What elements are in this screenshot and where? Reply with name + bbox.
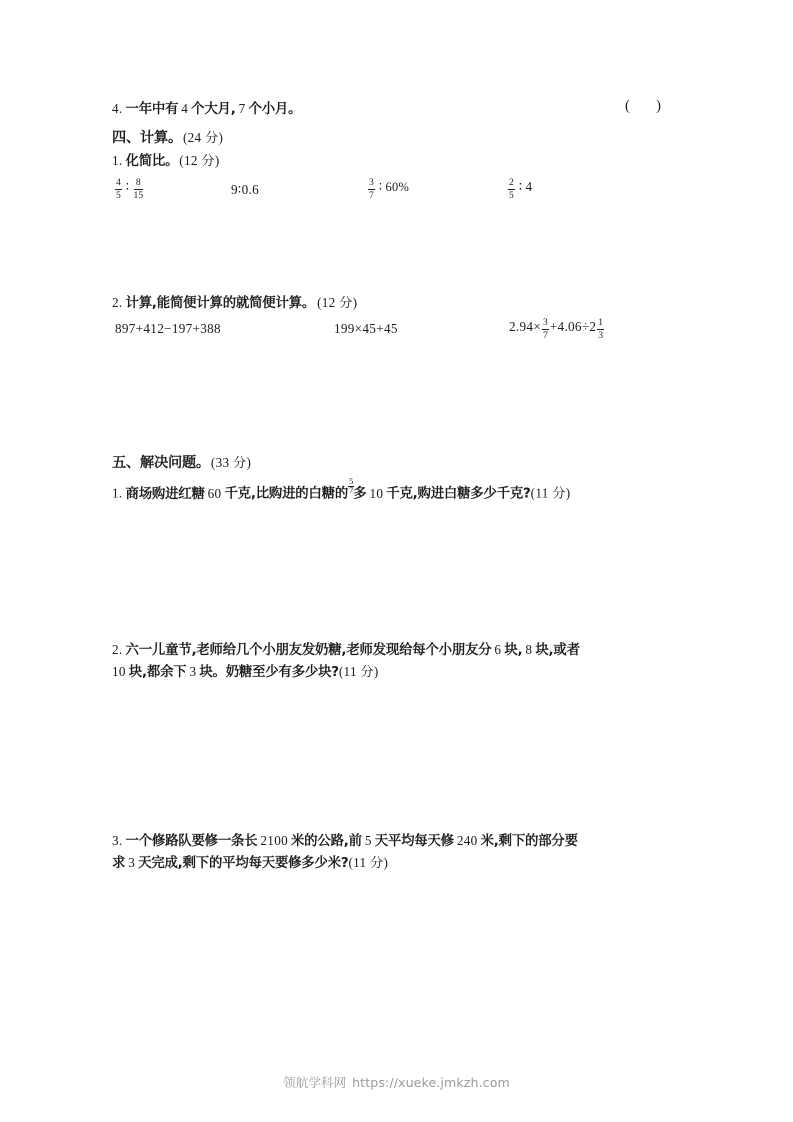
wp3b-seg-2: 天完成,剩下的平均每天要修多少米? [138,856,349,871]
word-problem-2-line-2 [112,661,712,684]
subsection-1-title: 化简比。 [125,154,179,169]
ratio-separator: ∶ [378,179,383,194]
fraction-numerator: 1 [598,317,604,329]
subsection-2-title: 计算,能简便计算的就简便计算。 [125,296,316,311]
fraction-numerator: 4 [116,177,121,189]
wp3-seg-0: 一个修路队要修一条长 [125,834,258,849]
calc3-fraction-1 [542,318,549,340]
wp1-seg-4: 多 [353,486,367,502]
wp1-score: (11 分) [530,485,571,501]
subsection-1-score: (12 分) [179,153,220,168]
fraction-numerator: 5 [349,477,354,486]
judge-item-text-c: 个小月。 [248,102,302,117]
wp2-seg-2: 块, [504,643,523,658]
footer-watermark [0,1072,793,1091]
judge-item-num-a: 4 [181,101,189,116]
subsection-2-number: 2. [112,295,123,310]
wp2b-seg-2: 3 [189,664,197,679]
subsection-2-score: (12 分) [317,295,358,310]
section-five-title: 五、解决问题。 [112,455,210,471]
word-problem-3-line-2 [112,852,712,875]
bracket-close: ) [656,98,662,114]
calc-problem-2: 199×45+45 [334,321,398,336]
section-five-score: (33 分) [210,455,252,470]
wp2-seg-1: 6 [494,642,502,657]
wp1-seg-6: 千克,购进白糖多少千克? [386,486,531,502]
mixed-whole: 2 [589,319,597,334]
word-problem-3-number: 3. [112,833,123,848]
simplify-ratio-problem-2: 9∶0.6 [231,182,260,197]
fraction-left-3 [368,178,375,200]
wp2-seg-3: 8 [525,642,533,657]
wp3-seg-1: 2100 [260,833,288,848]
judge-answer-bracket[interactable] [625,97,661,115]
fraction-denominator: 7 [543,329,548,341]
wp1-seg-1: 60 [207,485,222,501]
fraction-denominator: 3 [598,329,604,341]
fraction-denominator: 5 [509,189,514,201]
subsection-2-heading [112,292,712,315]
calc3-mid: +4.06÷ [549,319,590,334]
wp2b-seg-1: 块,都余下 [128,665,187,680]
calc3-lead: 2.94× [509,319,542,334]
footer-url: https://xueke.jmkzh.com [352,1075,510,1090]
fraction-denominator: 15 [133,189,144,201]
calc-problem-3 [509,318,605,340]
bracket-open: ( [625,98,631,114]
simplify-ratio-problem-1 [114,178,144,200]
simplify-ratio-problem-4 [507,178,532,200]
judge-item-text-b: 个大月, [191,102,236,117]
simplify-ratio-problem-3 [367,178,409,200]
subsection-1-heading [112,150,712,173]
wp2b-seg-0: 10 [112,664,126,679]
wp2-score: (11 分) [338,664,379,679]
ratio-right-value: 60% [385,180,410,194]
fraction-left-1 [115,178,122,200]
fraction-denominator: 5 [116,189,121,201]
judge-item-4 [112,98,712,121]
fraction-numerator: 3 [369,177,374,189]
wp2-seg-4: 块,或者 [535,643,580,658]
wp3-seg-6: 米,剩下的部分要 [480,834,578,849]
word-problem-2-line-1 [112,639,712,662]
ratio-separator: ∶ [518,179,523,194]
word-problem-1-number: 1. [112,485,123,501]
judge-item-num-b: 7 [238,101,246,116]
fraction-right-1 [134,178,144,200]
wp1-seg-2: 千克,比购进的白糖的 [224,486,349,502]
fraction-numerator: 3 [543,317,548,329]
wp1-fraction-5-7 [348,478,354,496]
wp3-seg-4: 天平均每天修 [374,834,454,849]
ratio-right-value: 4 [525,179,533,194]
word-problem-1-line-1 [112,477,712,506]
fraction-numerator: 8 [134,178,144,190]
calc3-fraction-2 [597,318,604,340]
subsection-1-number: 1. [112,153,123,168]
wp2-seg-0: 六一儿童节,老师给几个小朋友发奶糖,老师发现给每个小朋友分 [125,643,492,658]
fraction-denominator: 7 [369,189,374,201]
word-problem-3-line-1 [112,830,712,853]
wp3-seg-3: 5 [364,833,372,848]
wp1-seg-0: 商场购进红糖 [125,486,205,502]
wp3-seg-5: 240 [456,833,478,848]
section-four-score: (24 分) [182,130,224,145]
footer-site-name: 领航学科网 [283,1075,347,1090]
wp3b-seg-1: 3 [128,855,136,870]
judge-item-number: 4. [112,101,123,116]
ratio-separator: ∶ [125,179,130,194]
fraction-left-4 [508,178,515,200]
calc3-mixed-number [589,318,605,340]
fraction-numerator: 2 [509,177,514,189]
judge-item-text-a: 一年中有 [125,102,179,117]
word-problem-2-number: 2. [112,642,123,657]
wp2b-seg-3: 块。奶糖至少有多少块? [199,665,339,680]
section-four-heading [112,127,712,149]
fraction-denominator: 7 [349,486,354,496]
section-four-title: 四、计算。 [112,130,182,146]
wp3-seg-2: 米的公路,前 [290,834,362,849]
calc-problem-1: 897+412−197+388 [115,321,221,336]
wp3b-seg-0: 求 [112,856,126,871]
wp3-score: (11 分) [348,855,389,870]
section-five-heading [112,452,712,474]
wp1-seg-5: 10 [369,485,384,501]
